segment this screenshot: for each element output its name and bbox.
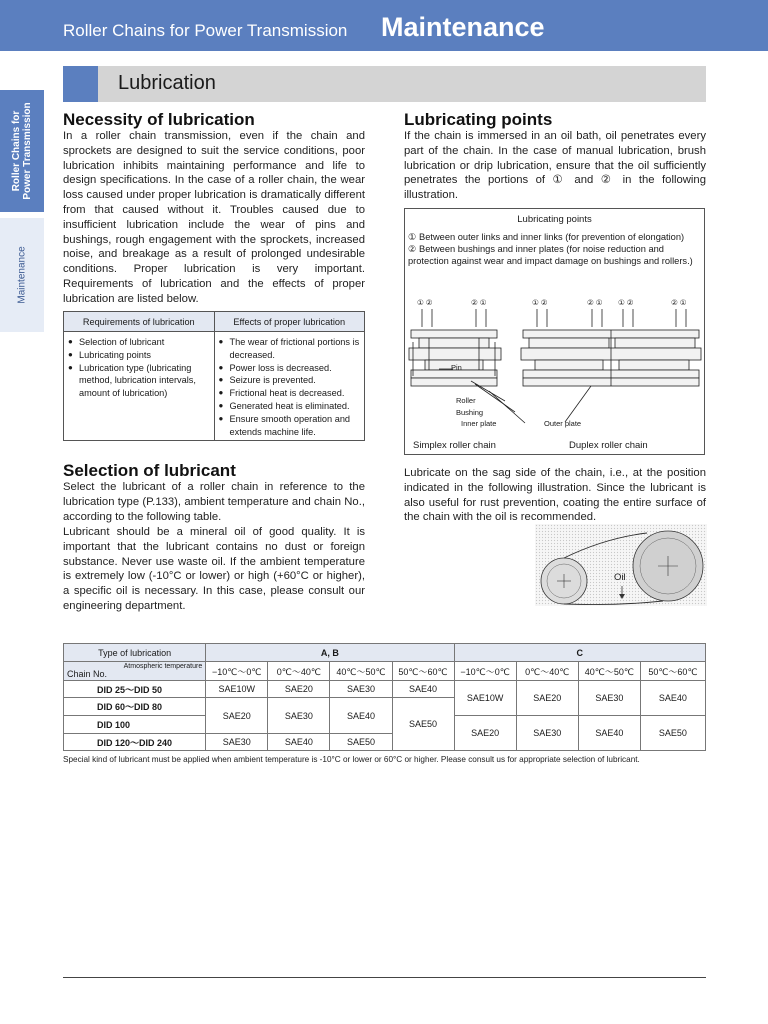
lubricant-cell: SAE50 xyxy=(640,716,705,751)
lubricant-cell: SAE30 xyxy=(268,698,330,734)
group-c-header: C xyxy=(454,644,705,662)
header-title: Maintenance xyxy=(381,12,545,42)
lubricant-cell: SAE10W xyxy=(206,681,268,698)
diagram-note-2: ② Between bushings and inner plates (for noise reduction and protection against wear and impact damage on bushings and rollers.) xyxy=(408,244,693,266)
effect-item: ● Ensure smooth operation and extends machine life. xyxy=(219,413,361,439)
lubricant-cell: SAE20 xyxy=(206,698,268,734)
pin-label: Pin xyxy=(451,363,462,372)
section-accent xyxy=(63,66,98,102)
diagram-title: Lubricating points xyxy=(517,214,592,225)
temp-header: −10℃～0℃ xyxy=(206,662,268,681)
duplex-chain-drawing xyxy=(521,330,701,386)
arrow-label: ② ① xyxy=(587,298,603,307)
arrow-label: ② ① xyxy=(671,298,687,307)
side-tab-maintenance-label: Maintenance xyxy=(16,246,28,304)
duplex-label: Duplex roller chain xyxy=(569,440,648,451)
temp-header: 40℃～50℃ xyxy=(330,662,392,681)
lubricant-cell: SAE30 xyxy=(206,734,268,751)
chain-no-label: Chain No. xyxy=(67,669,108,679)
lubricant-cell: SAE30 xyxy=(578,681,640,716)
chain-temp-header xyxy=(64,662,206,681)
chain-row-label: DID 100 xyxy=(64,716,206,734)
effect-item: ● Seizure is prevented. xyxy=(219,374,361,387)
effect-item: ● Generated heat is eliminated. xyxy=(219,400,361,413)
req-header-requirements: Requirements of lubrication xyxy=(64,312,215,332)
requirement-item: ● Selection of lubricant xyxy=(68,336,210,349)
lubricant-cell: SAE40 xyxy=(578,716,640,751)
arrow-label: ① ② xyxy=(618,298,634,307)
lubrication-arrows xyxy=(422,309,686,327)
temp-header: −10℃～0℃ xyxy=(454,662,516,681)
inner-plate-label: Inner plate xyxy=(461,419,497,428)
sag-side-text: Lubricate on the sag side of the chain, i.e., at the position indicated in the following illustration. Since the lubricant is also useful for rust prevention, coating the entire surface of the chain with the oil is recommended. xyxy=(404,467,706,524)
chain-row-label: DID 25～DID 50 xyxy=(64,681,206,698)
table-footnote: Special kind of lubricant must be applied when ambient temperature is -10°C or lower or 60°C or higher. Please consult us for appropriate selection of lubricant. xyxy=(63,755,640,764)
requirements-cell xyxy=(64,332,215,441)
chain-row-label: DID 120～DID 240 xyxy=(64,734,206,751)
lubricating-points-body: If the chain is immersed in an oil bath, oil penetrates every part of the chain. In the case of manual lubrication, brush lubrication or drip lubrication, ensure that the oil sufficiently penetrates the portions of ① and ② in the following illustration. xyxy=(404,130,706,202)
lubricant-cell: SAE50 xyxy=(392,698,454,751)
lubricating-points-heading: Lubricating points xyxy=(404,110,553,129)
req-header-effects: Effects of proper lubrication xyxy=(214,312,365,332)
temp-header: 50℃～60℃ xyxy=(392,662,454,681)
oil-label: Oil xyxy=(614,572,626,583)
group-ab-header: A, B xyxy=(206,644,454,662)
lubricant-cell: SAE40 xyxy=(330,698,392,734)
section-bar xyxy=(63,66,706,102)
effects-cell xyxy=(214,332,365,441)
header-subtitle: Roller Chains for Power Transmission xyxy=(63,21,348,40)
lubricant-cell: SAE20 xyxy=(516,681,578,716)
requirement-item: ● Lubricating points xyxy=(68,349,210,362)
bottom-rule xyxy=(63,977,706,978)
section-title: Lubrication xyxy=(118,72,216,94)
side-tab-roller-chains[interactable] xyxy=(0,90,44,212)
side-tab-maintenance[interactable] xyxy=(0,218,44,332)
lubricant-cell: SAE40 xyxy=(268,734,330,751)
chain-row-label: DID 60～DID 80 xyxy=(64,698,206,716)
type-of-lubrication-header: Type of lubrication xyxy=(64,644,206,662)
temp-header: 0℃～40℃ xyxy=(516,662,578,681)
arrow-label: ① ② xyxy=(532,298,548,307)
necessity-body: In a roller chain transmission, even if the chain and sprockets are designed to suit the service conditions, poor lubrication inhibits maintaining performance and life to design specifications. In the case of a roller chain, the wear loss caused under proper lubrication is dramatically different from that caused without it. Troubles caused due to insufficient lubrication include the wear of pins and bushings, rough engagement with the sprockets, increased noise, and breakage as a result of prolonged undesirable conditions. Proper lubrication is very important. Requirements of lubrication and the effects of proper lubrication are listed below. xyxy=(63,130,365,305)
requirements-table xyxy=(63,311,365,441)
sprocket-oil-drawing xyxy=(535,524,707,606)
lubricant-cell: SAE30 xyxy=(330,681,392,698)
diagram-note-1: ① Between outer links and inner links (for prevention of elongation) xyxy=(408,232,685,242)
temp-header: 0℃～40℃ xyxy=(268,662,330,681)
lubricant-cell: SAE40 xyxy=(640,681,705,716)
lubricant-cell: SAE50 xyxy=(330,734,392,751)
effect-item: ● The wear of frictional portions is decreased. xyxy=(219,336,361,362)
side-tab-roller-chains-label: Roller Chains for Power Transmission xyxy=(11,102,33,200)
simplex-chain-drawing xyxy=(409,330,501,386)
selection-heading: Selection of lubricant xyxy=(63,461,236,480)
lubricant-cell: SAE30 xyxy=(516,716,578,751)
atmos-temp-label: Atmospheric temperature xyxy=(123,663,203,670)
effect-item: ● Power loss is decreased. xyxy=(219,362,361,375)
outer-plate-label: Outer plate xyxy=(544,419,582,428)
selection-body-1: Select the lubricant of a roller chain in reference to the lubrication type (P.133), ambient temperature and chain No., according to the following table. xyxy=(63,481,365,523)
simplex-label: Simplex roller chain xyxy=(413,440,496,451)
lubricant-cell: SAE20 xyxy=(268,681,330,698)
bushing-label: Bushing xyxy=(456,408,484,417)
requirement-item: ● Lubrication type (lubricating method, lubrication intervals, amount of lubrication) xyxy=(68,362,210,400)
temp-header: 40℃～50℃ xyxy=(578,662,640,681)
arrow-label: ② ① xyxy=(471,298,487,307)
page-header xyxy=(0,0,768,51)
lubricant-cell: SAE40 xyxy=(392,681,454,698)
roller-label: Roller xyxy=(456,396,476,405)
lubricant-table xyxy=(63,643,706,751)
lubricant-cell: SAE20 xyxy=(454,716,516,751)
necessity-heading: Necessity of lubrication xyxy=(63,110,255,129)
effect-item: ● Frictional heat is decreased. xyxy=(219,387,361,400)
arrow-label: ① ② xyxy=(417,298,433,307)
selection-body-2: Lubricant should be a mineral oil of good quality. It is important that the lubricant contains no dust or foreign substance. Never use waste oil. If the ambient temperature is extremely low (-10°C or lower) or high (+60°C or higher), a specific oil is necessary. In this case, please consult our engineering department. xyxy=(63,526,365,612)
lubricating-points-diagram xyxy=(404,208,705,455)
lubricant-cell: SAE10W xyxy=(454,681,516,716)
temp-header: 50℃～60℃ xyxy=(640,662,705,681)
